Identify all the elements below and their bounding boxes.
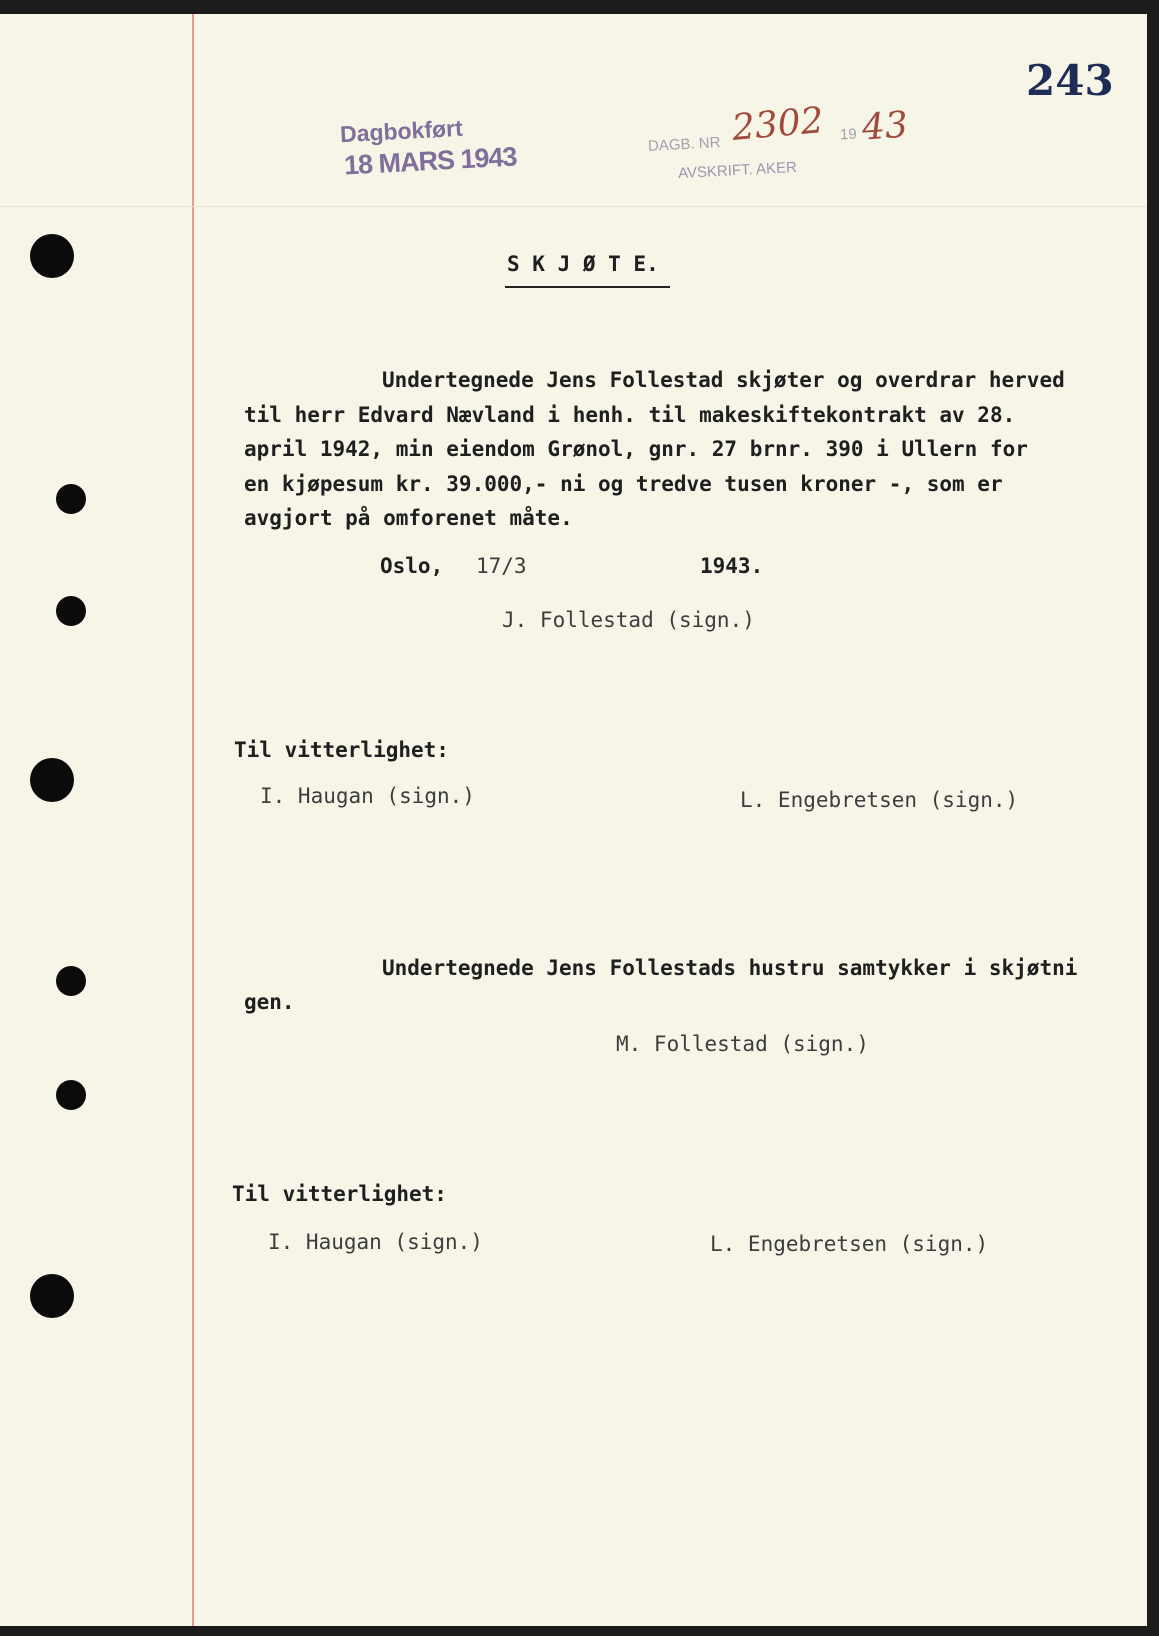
spouse-signature: M. Follestad (sign.) xyxy=(616,1032,869,1056)
punch-hole-3 xyxy=(56,596,86,626)
consent-line-2: gen. xyxy=(244,990,295,1014)
body-line-3: april 1942, min eiendom Grønol, gnr. 27 brnr. 390 i Ullern for xyxy=(244,437,1028,461)
journal-stamp-date: 18 MARS 1943 xyxy=(343,141,518,181)
punch-hole-4 xyxy=(30,758,74,802)
document-title: S K J Ø T E. xyxy=(507,252,659,276)
witness-heading-2: Til vitterlighet: xyxy=(232,1182,447,1206)
body-line-4: en kjøpesum kr. 39.000,- ni og tredve tusen kroner -, som er xyxy=(244,472,1003,496)
dagb-handwritten-number: 2302 xyxy=(730,100,826,149)
body-line-1: Undertegnede Jens Follestad skjøter og overdrar herved xyxy=(382,368,1065,392)
body-line-5: avgjort på omforenet måte. xyxy=(244,506,573,530)
body-line-2: til herr Edvard Nævland i henh. til makeskiftekontrakt av 28. xyxy=(244,403,1016,427)
punch-hole-7 xyxy=(30,1274,74,1318)
dagb-stamp-year-prefix: 19 xyxy=(839,125,858,144)
place-label: Oslo, xyxy=(380,554,444,578)
witness-heading-1: Til vitterlighet: xyxy=(234,738,449,762)
punch-hole-1 xyxy=(30,234,74,278)
punch-hole-5 xyxy=(56,966,86,996)
ledger-page xyxy=(0,14,1147,1626)
page-fold-line xyxy=(0,206,1147,207)
witness-1a-signature: I. Haugan (sign.) xyxy=(260,784,475,808)
witness-1b-signature: L. Engebretsen (sign.) xyxy=(740,788,1019,812)
dagb-handwritten-year: 43 xyxy=(860,104,910,149)
year-value: 1943. xyxy=(700,554,764,578)
punch-hole-6 xyxy=(56,1080,86,1110)
title-underline xyxy=(505,286,670,288)
consent-line-1: Undertegnede Jens Follestads hustru samtykker i skjøtni xyxy=(382,956,1078,980)
page-number: 243 xyxy=(1026,56,1114,105)
date-value: 17/3 xyxy=(476,554,527,578)
witness-2a-signature: I. Haugan (sign.) xyxy=(268,1230,483,1254)
grantor-signature: J. Follestad (sign.) xyxy=(502,608,755,632)
journal-stamp-label: Dagbokført xyxy=(339,114,464,148)
witness-2b-signature: L. Engebretsen (sign.) xyxy=(710,1232,989,1256)
dagb-stamp-prefix: DAGB. NR xyxy=(647,134,721,155)
copy-note-stamp: AVSKRIFT. AKER xyxy=(677,158,798,183)
punch-hole-2 xyxy=(56,484,86,514)
red-margin-line xyxy=(192,14,194,1626)
